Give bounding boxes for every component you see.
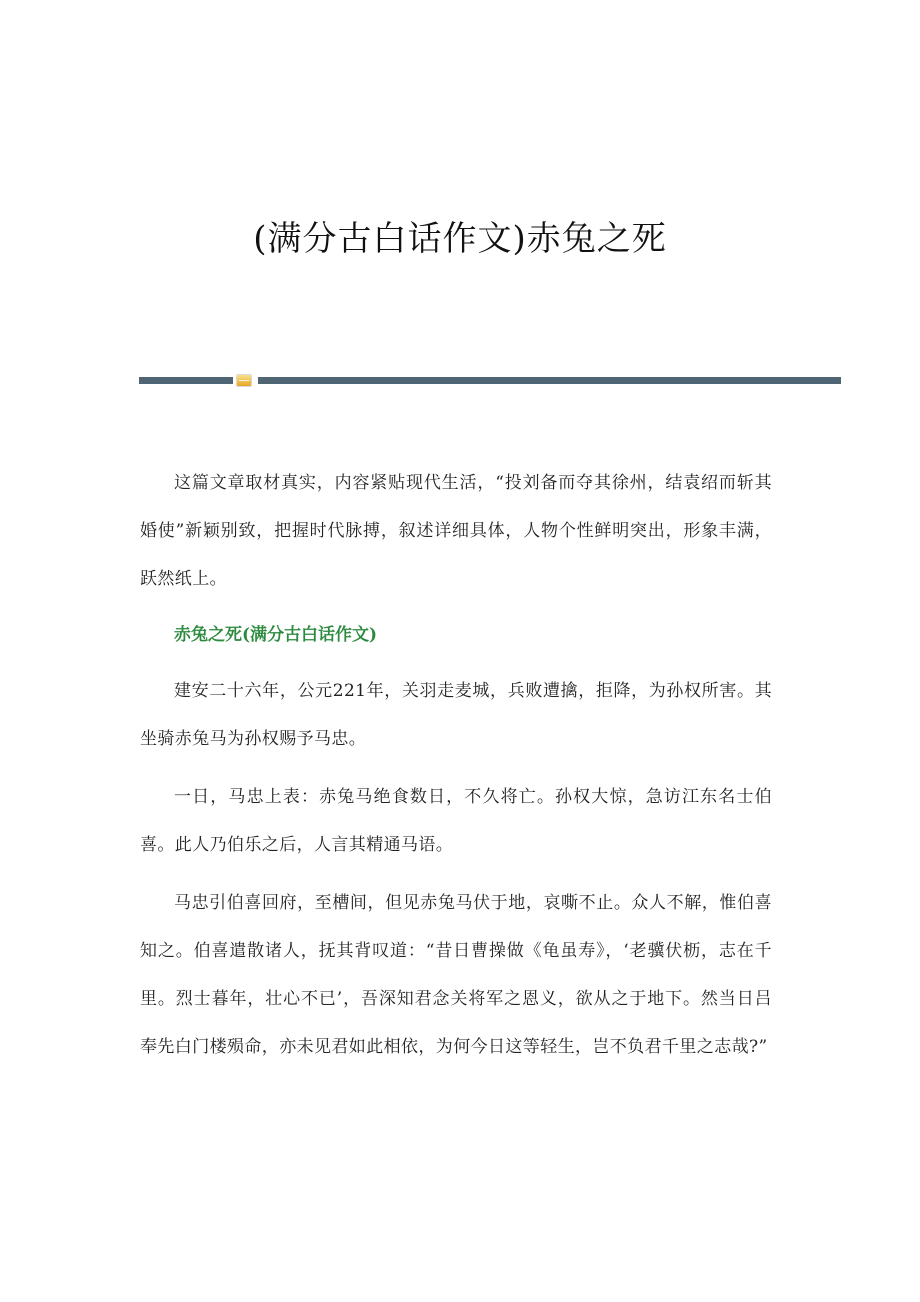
body-paragraph: 建安二十六年，公元221年，关羽走麦城，兵败遭擒，拒降，为孙权所害。其坐骑赤兔马为孙权赐予马忠。 bbox=[140, 681, 772, 749]
title-divider bbox=[139, 375, 841, 385]
intro-paragraph: 这篇文章取材真实，内容紧贴现代生活，“投刘备而夺其徐州，结袁绍而斩其婚使”新颖别致，把握时代脉搏，叙述详细具体，人物个性鲜明突出，形象丰满，跃然纸上。 bbox=[140, 473, 772, 589]
body-paragraph: 一日，马忠上表：赤兔马绝食数日，不久将亡。孙权大惊，急访江东名士伯喜。此人乃伯乐之后，人言其精通马语。 bbox=[140, 787, 772, 855]
essay-subtitle: 赤兔之死(满分古白话作文) bbox=[174, 625, 378, 645]
body-paragraph: 马忠引伯喜回府，至槽间，但见赤兔马伏于地，哀嘶不止。众人不解，惟伯喜知之。伯喜遣散诸人，抚其背叹道：“昔日曹操做《龟虽寿》，‘老骥伏枥，志在千里。烈士暮年，壮心不已’，吾深知君念关将军之恩义，欲从之于地下。然当日吕奉先白门楼殒命，亦未见君如此相依，为何今日这等轻生，岂不负君千里之志哉?” bbox=[140, 893, 772, 1057]
divider-badge-icon bbox=[237, 375, 251, 386]
divider-bar-left bbox=[139, 377, 233, 384]
divider-bar-right bbox=[258, 377, 841, 384]
document-title: (满分古白话作文)赤兔之死 bbox=[253, 219, 667, 259]
document-body bbox=[140, 459, 772, 1071]
